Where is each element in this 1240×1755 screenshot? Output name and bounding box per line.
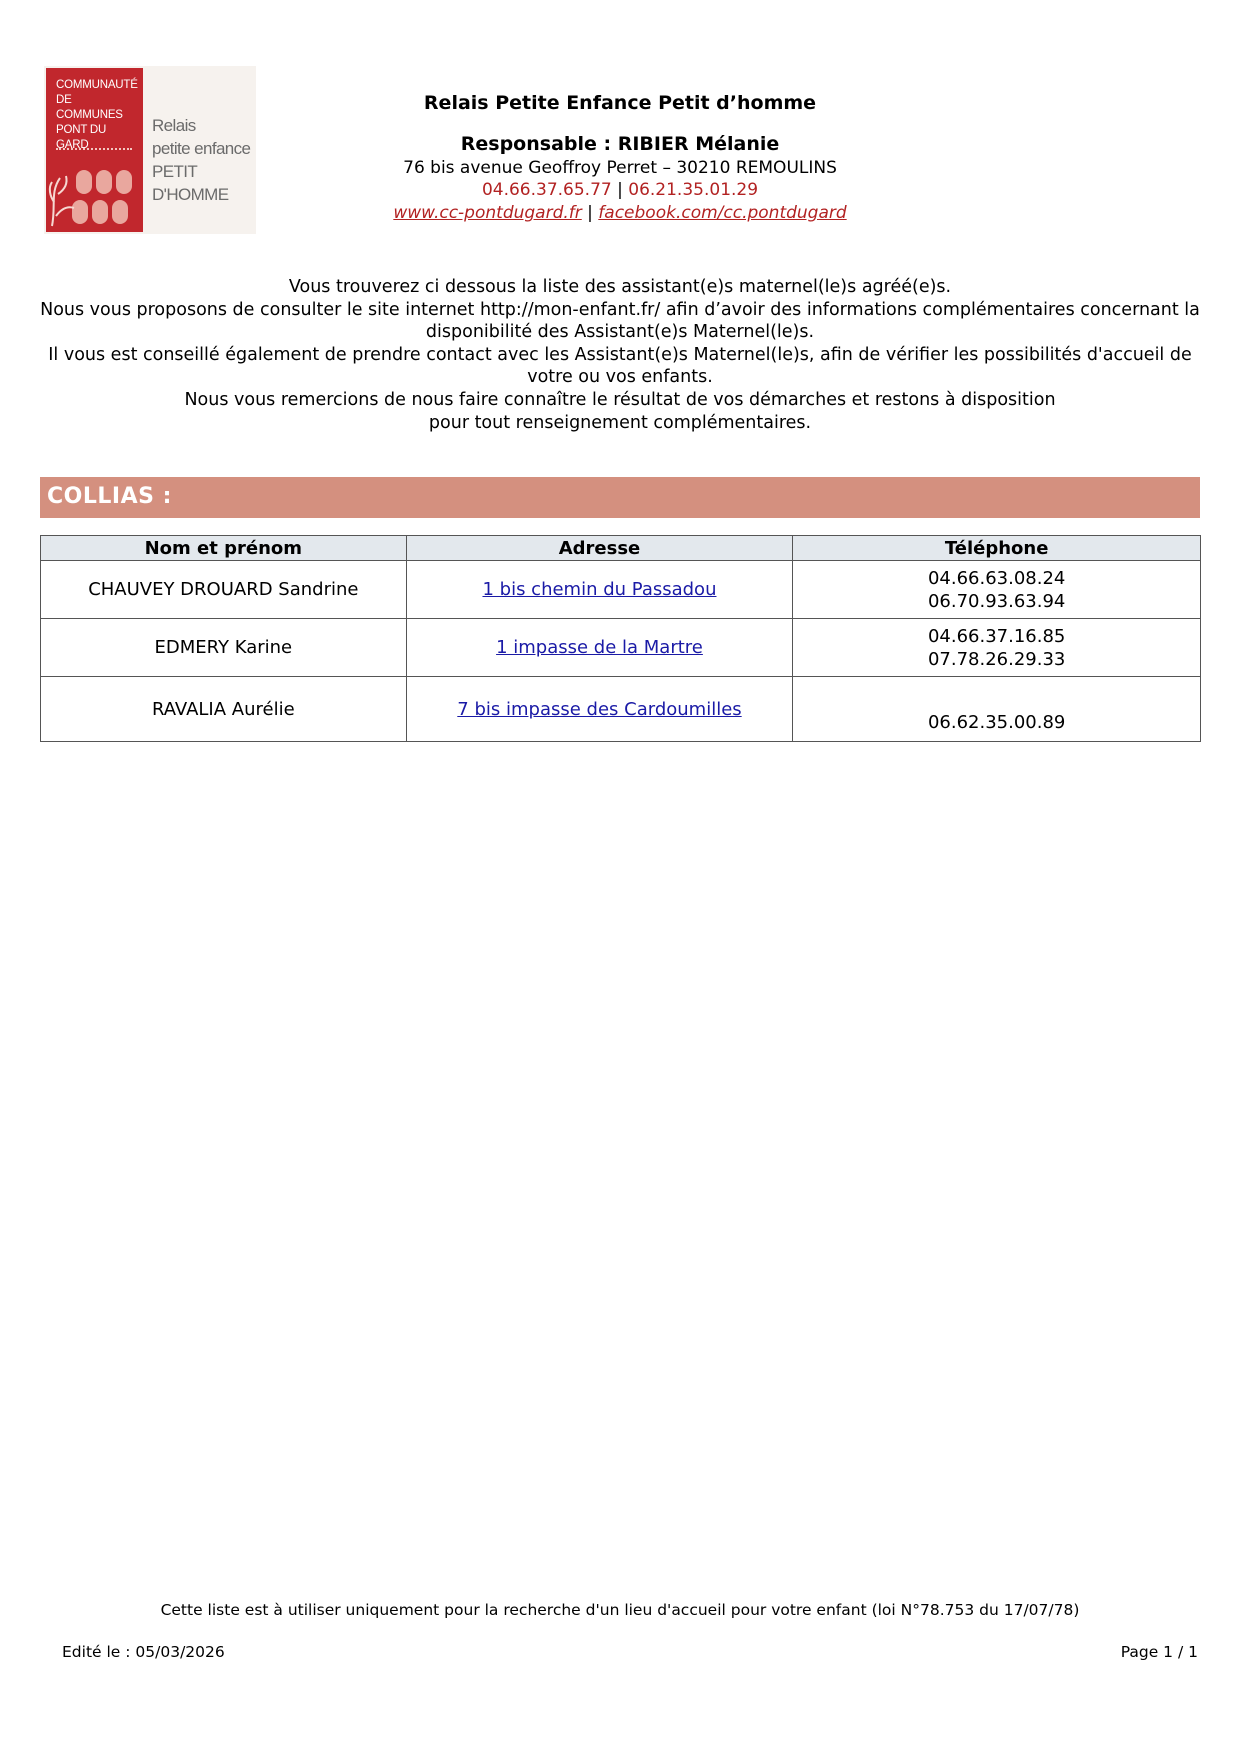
intro-line: pour tout renseignement complémentaires. — [428, 412, 812, 433]
footer-legal-note: Cette liste est à utiliser uniquement pour la recherche d'un lieu d'accueil pour votre enfant (loi N°78.753 du 17/07/78) — [160, 1601, 1080, 1619]
page-number: Page 1 / 1 — [1120, 1643, 1198, 1661]
intro-line: Nous vous remercions de nous faire connaître le résultat de vos démarches et restons à disposition — [184, 389, 1056, 410]
header-address: 76 bis avenue Geoffroy Perret – 30210 REMOULINS — [403, 158, 837, 178]
cell-name: CHAUVEY DROUARD Sandrine — [41, 561, 407, 619]
pont-du-gard-icon — [46, 156, 143, 232]
logo — [44, 66, 256, 234]
cell-phone — [793, 561, 1201, 619]
intro-line: Nous vous proposons de consulter le site internet http://mon-enfant.fr/ afin d’avoir des informations complémentaires concernant la disponibilité des Assistant(e)s Maternel(le)s. — [40, 299, 1200, 343]
intro-text — [40, 276, 1200, 434]
section-title: COLLIAS : — [47, 484, 172, 509]
assistants-table — [40, 535, 1201, 742]
header-links — [380, 203, 860, 223]
website-link[interactable]: www.cc-pontdugard.fr — [393, 203, 582, 223]
phone-separator: | — [617, 180, 623, 200]
section-header-collias — [40, 477, 1200, 518]
header-title: Relais Petite Enfance Petit d’homme — [423, 92, 817, 114]
header-phone-1: 04.66.37.65.77 — [481, 180, 612, 200]
phone-number: 07.78.26.29.33 — [927, 648, 1066, 670]
cell-phone — [793, 619, 1201, 677]
logo-org-name: COMMUNAUTÉ DE COMMUNES PONT DU GARD — [56, 79, 138, 151]
phone-number: 06.62.35.00.89 — [927, 712, 1066, 733]
cell-address — [406, 561, 793, 619]
cell-address — [406, 677, 793, 742]
phone-number: 04.66.37.16.85 — [927, 625, 1066, 647]
column-header-phone: Téléphone — [793, 536, 1201, 561]
logo-divider — [56, 148, 132, 150]
facebook-link[interactable]: facebook.com/cc.pontdugard — [598, 203, 847, 223]
cell-name: RAVALIA Aurélie — [41, 677, 407, 742]
edited-date: Edité le : 05/03/2026 — [62, 1643, 225, 1661]
phone-number: 04.66.63.08.24 — [927, 567, 1066, 589]
logo-emblem — [46, 68, 143, 232]
cell-name: EDMERY Karine — [41, 619, 407, 677]
cell-address — [406, 619, 793, 677]
cell-phone — [793, 677, 1201, 742]
address-link[interactable]: 1 bis chemin du Passadou — [482, 579, 717, 600]
phone-number: 06.70.93.63.94 — [927, 590, 1066, 612]
table-row — [41, 677, 1201, 742]
header-phones — [380, 180, 860, 200]
column-header-name: Nom et prénom — [41, 536, 407, 561]
link-separator: | — [587, 203, 593, 223]
address-link[interactable]: 7 bis impasse des Cardoumilles — [457, 698, 742, 720]
table-header-row — [41, 536, 1201, 561]
header-phone-2: 06.21.35.01.29 — [628, 180, 759, 200]
column-header-address: Adresse — [406, 536, 793, 561]
intro-line: Il vous est conseillé également de prendre contact avec les Assistant(e)s Maternel(le)s, afin de vérifier les possibilités d'accueil de votre ou vos enfants. — [48, 344, 1192, 388]
address-link[interactable]: 1 impasse de la Martre — [496, 637, 703, 658]
header-responsable: Responsable : RIBIER Mélanie — [460, 133, 780, 155]
logo-brand-text: Relais petite enfance PETIT D'HOMME — [152, 116, 251, 204]
table-row — [41, 619, 1201, 677]
table-row — [41, 561, 1201, 619]
intro-line: Vous trouverez ci dessous la liste des assistant(e)s maternel(le)s agréé(e)s. — [288, 277, 952, 297]
